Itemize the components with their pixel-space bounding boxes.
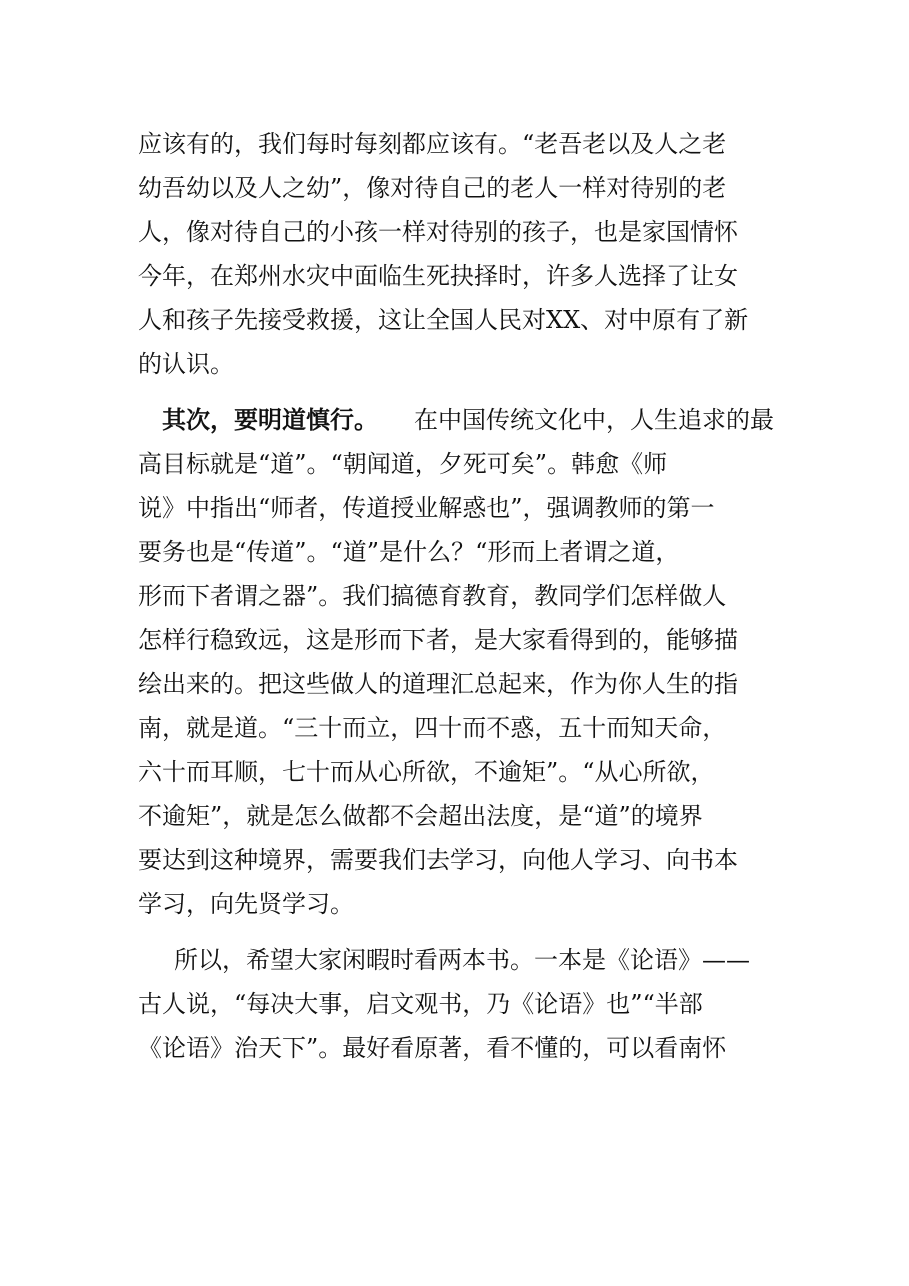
text-line: 幼吾幼以及人之幼”，像对待自己的老人一样对待别的老 <box>138 174 727 202</box>
document-body <box>138 122 774 1070</box>
text-line: 六十而耳顺，七十而从心所欲，不逾矩”。“从心所欲， <box>138 758 715 786</box>
paragraph-3 <box>138 938 774 1070</box>
text-line: 所以，希望大家闲暇时看两本书。一本是《论语》—— <box>174 946 750 974</box>
text-line: 应该有的，我们每时每刻都应该有。“老吾老以及人之老 <box>138 130 727 158</box>
text-line: 的认识。 <box>138 350 234 378</box>
text-line: 要务也是“传道”。“道”是什么？“形而上者谓之道， <box>138 538 680 566</box>
paragraph-spacer <box>138 386 774 398</box>
text-line: 人，像对待自己的小孩一样对待别的孩子，也是家国情怀 <box>138 218 738 246</box>
text-line: 人和孩子先接受救援，这让全国人民对XX、对中原有了新 <box>138 306 749 334</box>
text-line: 《论语》治天下”。最好看原著，看不懂的，可以看南怀 <box>138 1034 727 1062</box>
text-line: 不逾矩”，就是怎么做都不会超出法度，是“道”的境界 <box>138 802 703 830</box>
bold-heading: 其次，要明道慎行。 <box>162 405 378 434</box>
text-line: 学习，向先贤学习。 <box>138 890 354 918</box>
paragraph-2 <box>138 398 774 926</box>
text-line: 绘出来的。把这些做人的道理汇总起来，作为你人生的指 <box>138 670 738 698</box>
text-line: 高目标就是“道”。“朝闻道，夕死可矣”。韩愈《师 <box>138 450 668 478</box>
text-line-first <box>138 398 774 442</box>
text-run: 在中国传统文化中，人生追求的最 <box>414 406 774 434</box>
text-line: 怎样行稳致远，这是形而下者，是大家看得到的，能够描 <box>138 626 738 654</box>
text-line: 南，就是道。“三十而立，四十而不惑，五十而知天命， <box>138 714 727 742</box>
paragraph-1 <box>138 122 774 386</box>
text-line: 今年，在郑州水灾中面临生死抉择时，许多人选择了让女 <box>138 262 738 290</box>
text-line: 形而下者谓之器”。我们搞德育教育，教同学们怎样做人 <box>138 582 727 610</box>
text-line: 说》中指出“师者，传道授业解惑也”，强调教师的第一 <box>138 494 715 522</box>
paragraph-spacer <box>138 926 774 938</box>
text-line: 古人说，“每决大事，启文观书，乃《论语》也”“半部 <box>138 990 703 1018</box>
text-line: 要达到这种境界，需要我们去学习，向他人学习、向书本 <box>138 846 738 874</box>
